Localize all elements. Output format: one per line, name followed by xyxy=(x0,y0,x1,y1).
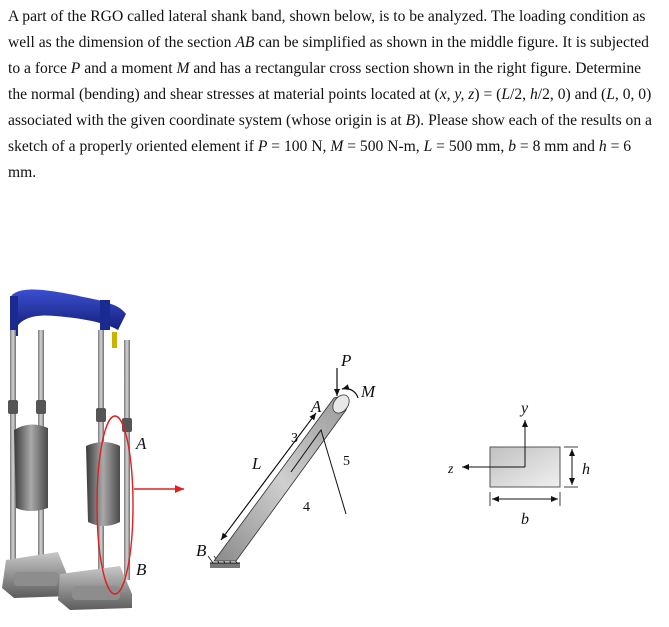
beam-label-A: A xyxy=(311,397,322,416)
problem-statement: A part of the RGO called lateral shank band, shown below, is to be analyzed. The loading condition as well as the dimension of the section AB can be simplified as shown in the middle figure. It is subjected to a force P and a moment M and has a rectangular cross section shown in the right figure. Determine the normal (bending) and shear stresses at material points located at (x, y, z) = (L/2, h/2, 0) and (L, 0, 0) associated with the given coordinate system (whose origin is at B). Please show each of the results on a sketch of a properly oriented element if P = 100 N, M = 500 N-m, L = 500 mm, b = 8 mm and h = 6 mm. xyxy=(8,8,652,181)
section-label-h: h xyxy=(582,461,590,478)
beam-label-P: P xyxy=(341,351,352,370)
section-label-b: b xyxy=(521,511,529,528)
slope-label-3: 3 xyxy=(291,431,298,446)
beam-label-L: L xyxy=(252,454,262,473)
beam-label-M: M xyxy=(361,382,376,401)
cross-section xyxy=(462,420,578,506)
slope-label-4: 4 xyxy=(303,500,310,515)
rgo-photo xyxy=(2,268,184,610)
beam-diagram xyxy=(208,368,358,568)
section-label-z: z xyxy=(448,462,454,477)
beam-label-B: B xyxy=(196,541,207,560)
slope-label-5: 5 xyxy=(343,454,350,469)
beam-member xyxy=(214,397,347,561)
photo-label-A: A xyxy=(136,434,147,453)
photo-label-B: B xyxy=(136,560,147,579)
section-label-y: y xyxy=(521,400,529,417)
